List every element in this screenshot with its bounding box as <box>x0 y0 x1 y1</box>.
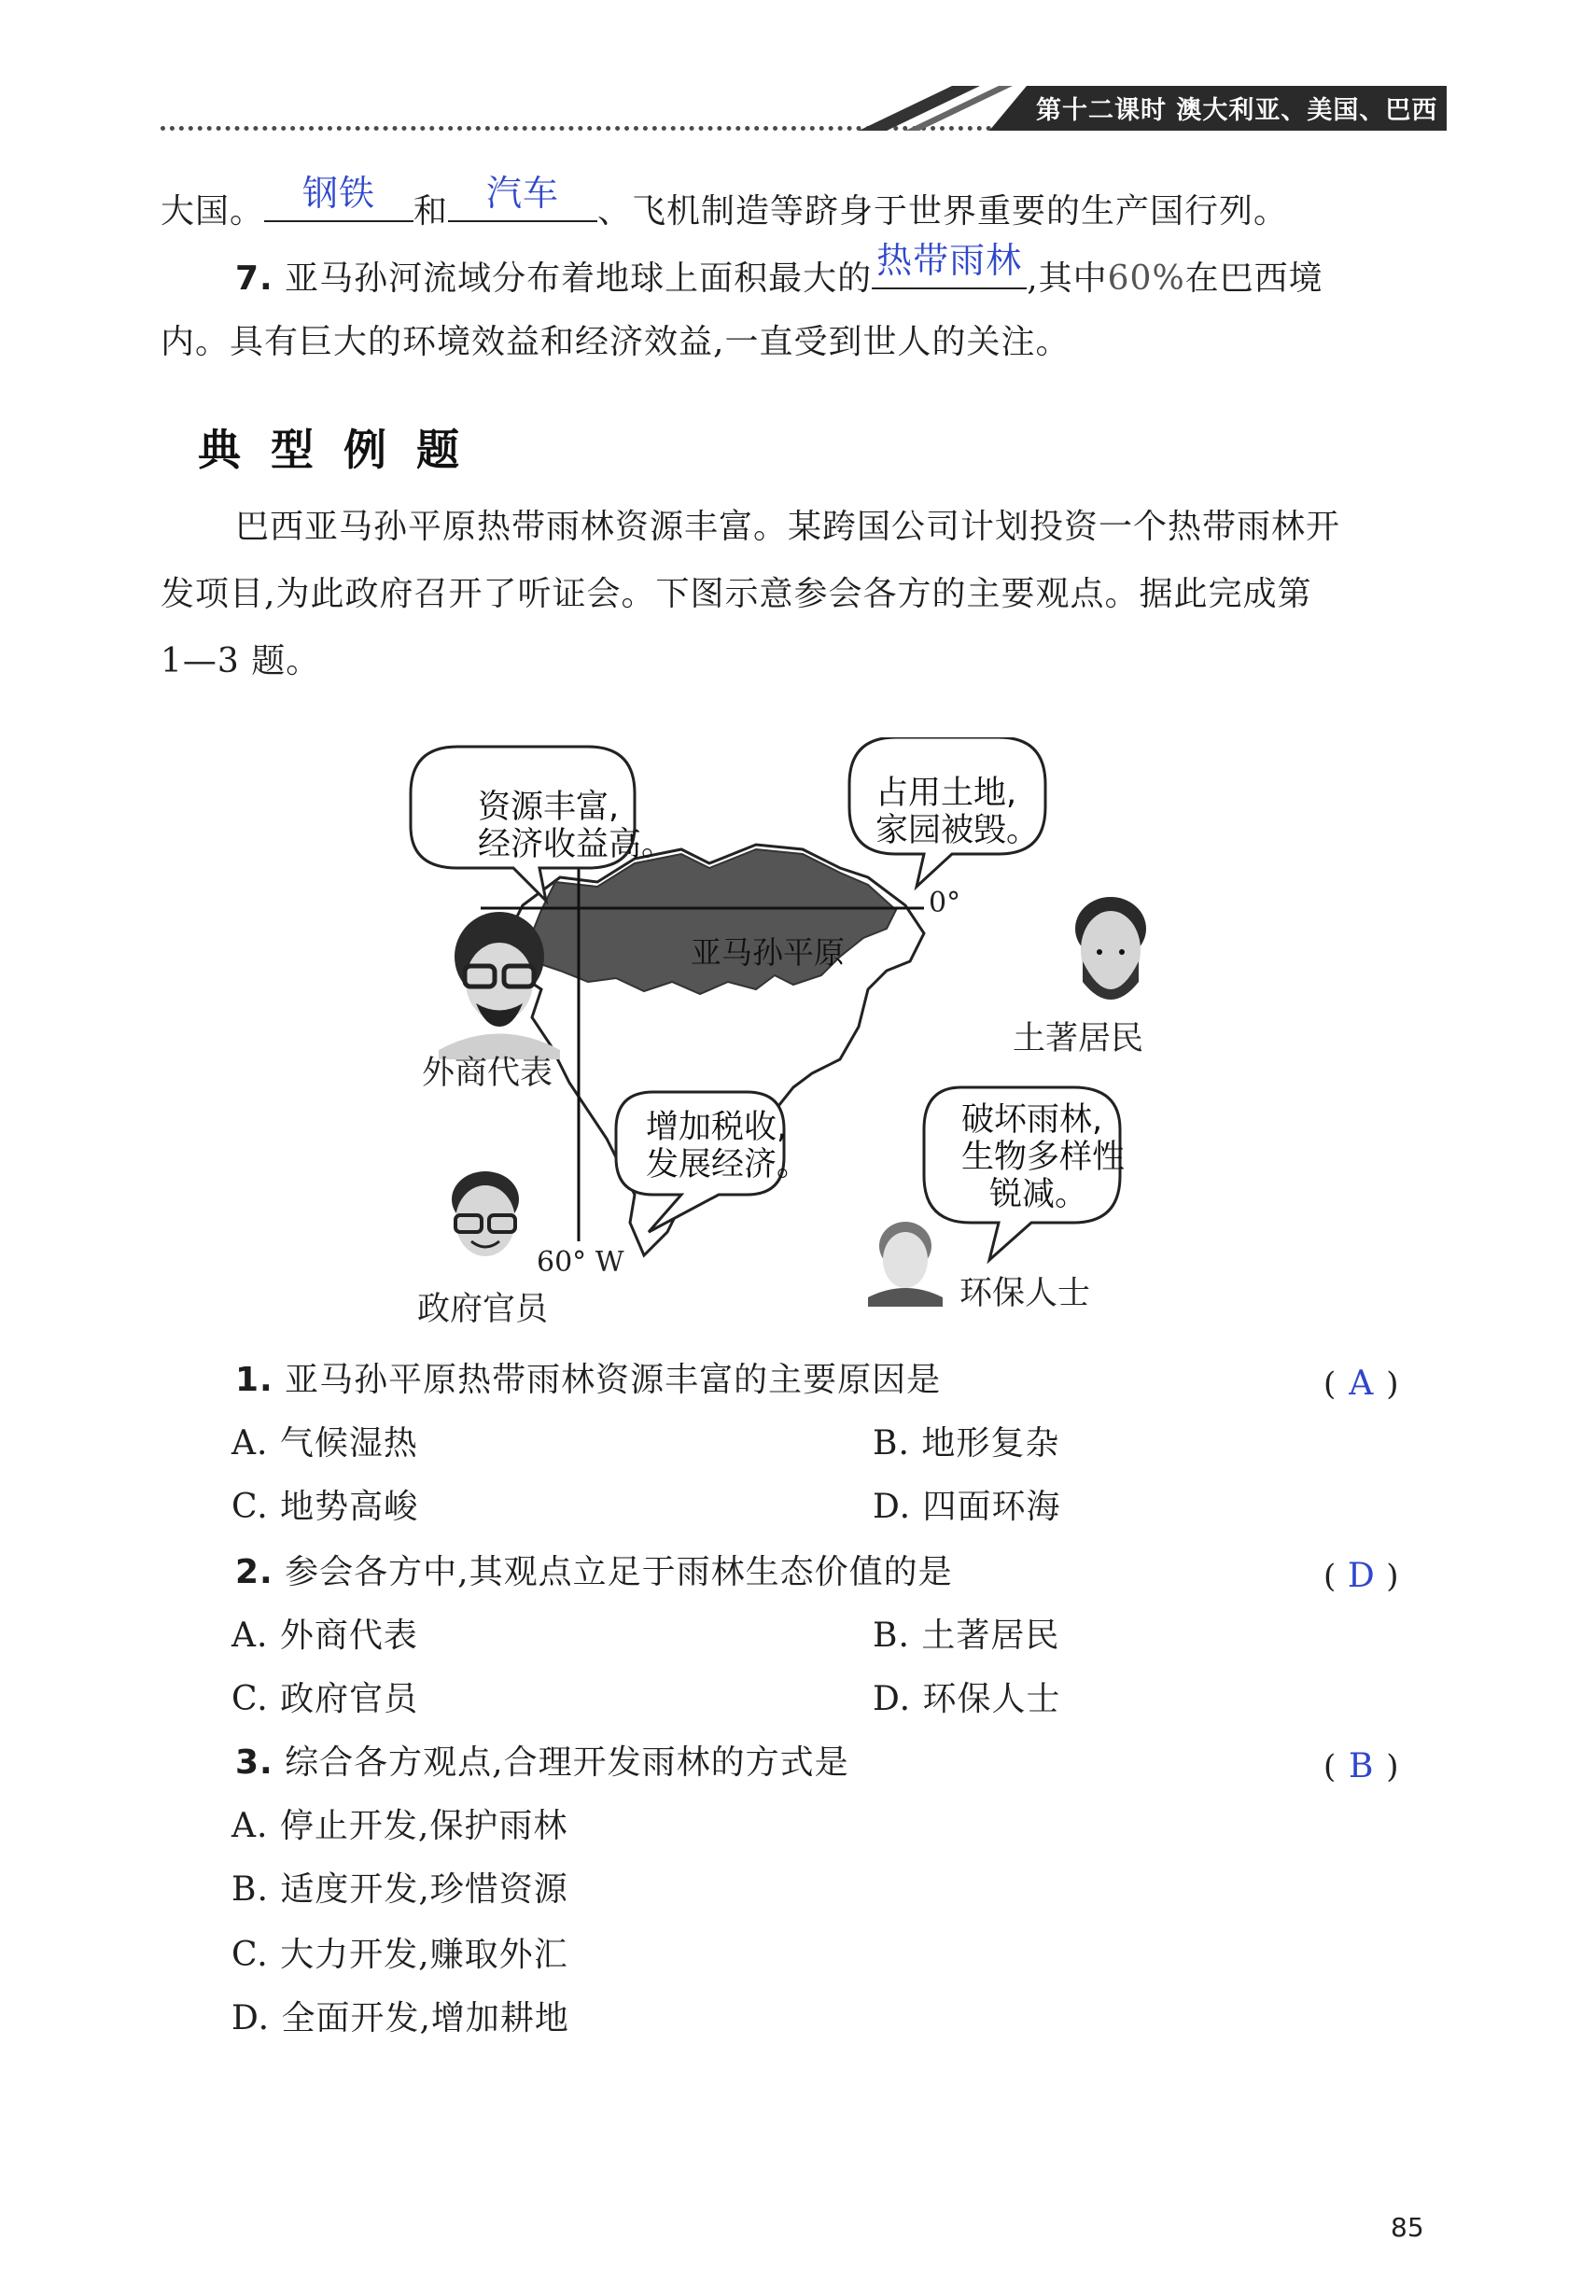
official-avatar <box>452 1171 519 1256</box>
bubble-native-line-1: 占用土地, <box>875 775 1017 812</box>
label-official: 政府官员 <box>417 1291 549 1328</box>
answer-paren-1: ( A ) <box>1323 1365 1399 1403</box>
bubble-investor-line-1: 资源丰富, <box>478 789 620 826</box>
passage-line-1: 巴西亚马孙平原热带雨林资源丰富。某跨国公司计划投资一个热带雨林开 <box>235 508 1341 546</box>
equator-label: 0° <box>929 887 961 919</box>
q7-text: 在巴西境 <box>1184 259 1323 298</box>
answer-paren-2: ( D ) <box>1323 1557 1399 1595</box>
page-number: 85 <box>1391 2212 1424 2243</box>
bubble-investor-line-2: 经济收益高。 <box>478 826 675 863</box>
label-native: 土著居民 <box>1013 1020 1144 1057</box>
option: D. 全面开发,增加耕地 <box>231 1999 569 2037</box>
bubble-env-line-1: 破坏雨林, <box>961 1101 1103 1139</box>
option: B. 土著居民 <box>873 1617 1060 1655</box>
answer-mark: D <box>1347 1557 1375 1595</box>
section-title <box>185 411 476 485</box>
question-3 <box>235 1742 849 1785</box>
intro-text: 和 <box>413 192 449 231</box>
bubble-official-line-2: 发展经济。 <box>646 1146 810 1183</box>
option: A. 停止开发,保护雨林 <box>231 1807 568 1845</box>
header-title: 第十二课时 澳大利亚、美国、巴西 <box>1036 96 1438 125</box>
page-number-badge <box>1370 2193 1437 2261</box>
question-2 <box>235 1551 953 1594</box>
question-text: 综合各方观点,合理开发雨林的方式是 <box>273 1743 849 1782</box>
env-avatar <box>868 1222 943 1307</box>
option: B. 地形复杂 <box>873 1424 1060 1463</box>
bubble-env-line-2: 生物多样性 <box>961 1139 1126 1176</box>
section-title-char: 典 <box>185 411 252 485</box>
section-title-char: 例 <box>330 411 398 485</box>
option: A. 气候湿热 <box>231 1424 418 1463</box>
bubble-native-line-2: 家园被毁。 <box>875 812 1040 849</box>
meridian-label: 60° W <box>537 1246 624 1279</box>
blank-2 <box>448 173 597 222</box>
passage-line-3: 1—3 题。 <box>161 642 321 680</box>
question-text: 亚马孙平原热带雨林资源丰富的主要原因是 <box>273 1361 942 1399</box>
question-number: 3. <box>235 1743 273 1782</box>
q7-percent: 60% <box>1107 259 1185 298</box>
option: D. 环保人士 <box>873 1680 1061 1718</box>
intro-text: 、飞机制造等跻身于世界重要的生产国行列。 <box>597 192 1289 231</box>
question-text: 参会各方中,其观点立足于雨林生态价值的是 <box>273 1553 953 1591</box>
intro-text: 大国。 <box>161 192 265 231</box>
bubble-env-line-3: 锐减。 <box>989 1176 1088 1213</box>
label-env: 环保人士 <box>959 1275 1091 1312</box>
hearing-figure <box>401 737 1241 1335</box>
option: D. 四面环海 <box>873 1488 1061 1526</box>
passage-line-2: 发项目,为此政府召开了听证会。下图示意参会各方的主要观点。据此完成第 <box>161 575 1312 613</box>
answer-mark: B <box>1349 1747 1374 1785</box>
label-investor: 外商代表 <box>422 1055 553 1092</box>
native-avatar <box>1075 897 1146 1000</box>
question-number: 1. <box>235 1361 273 1399</box>
q7-text: ,其中 <box>1027 259 1108 298</box>
option: C. 地势高峻 <box>231 1488 419 1526</box>
answer-mark: A <box>1349 1365 1374 1403</box>
q7-line-1 <box>235 240 1323 301</box>
q7-text: 亚马孙河流域分布着地球上面积最大的 <box>273 259 873 298</box>
intro-line-1 <box>161 173 1289 233</box>
blank-1 <box>264 173 413 222</box>
option: B. 适度开发,珍惜资源 <box>231 1870 568 1909</box>
section-title-char: 题 <box>403 411 470 485</box>
answer-blank-1: 钢铁 <box>302 173 376 214</box>
question-number: 2. <box>235 1553 273 1591</box>
section-title-char: 型 <box>258 411 325 485</box>
map-label: 亚马孙平原 <box>691 934 845 971</box>
answer-blank-2: 汽车 <box>486 173 560 214</box>
option: C. 大力开发,赚取外汇 <box>231 1936 568 1974</box>
bubble-official-line-1: 增加税收, <box>646 1109 788 1146</box>
option: C. 政府官员 <box>231 1680 419 1718</box>
question-1 <box>235 1359 941 1402</box>
option: A. 外商代表 <box>231 1617 418 1655</box>
answer-blank-3: 热带雨林 <box>876 240 1023 281</box>
answer-paren-3: ( B ) <box>1323 1747 1399 1785</box>
q7-number: 7. <box>235 259 273 298</box>
q7-line-2: 内。具有巨大的环境效益和经济效益,一直受到世人的关注。 <box>161 323 1071 361</box>
blank-3 <box>872 240 1027 289</box>
